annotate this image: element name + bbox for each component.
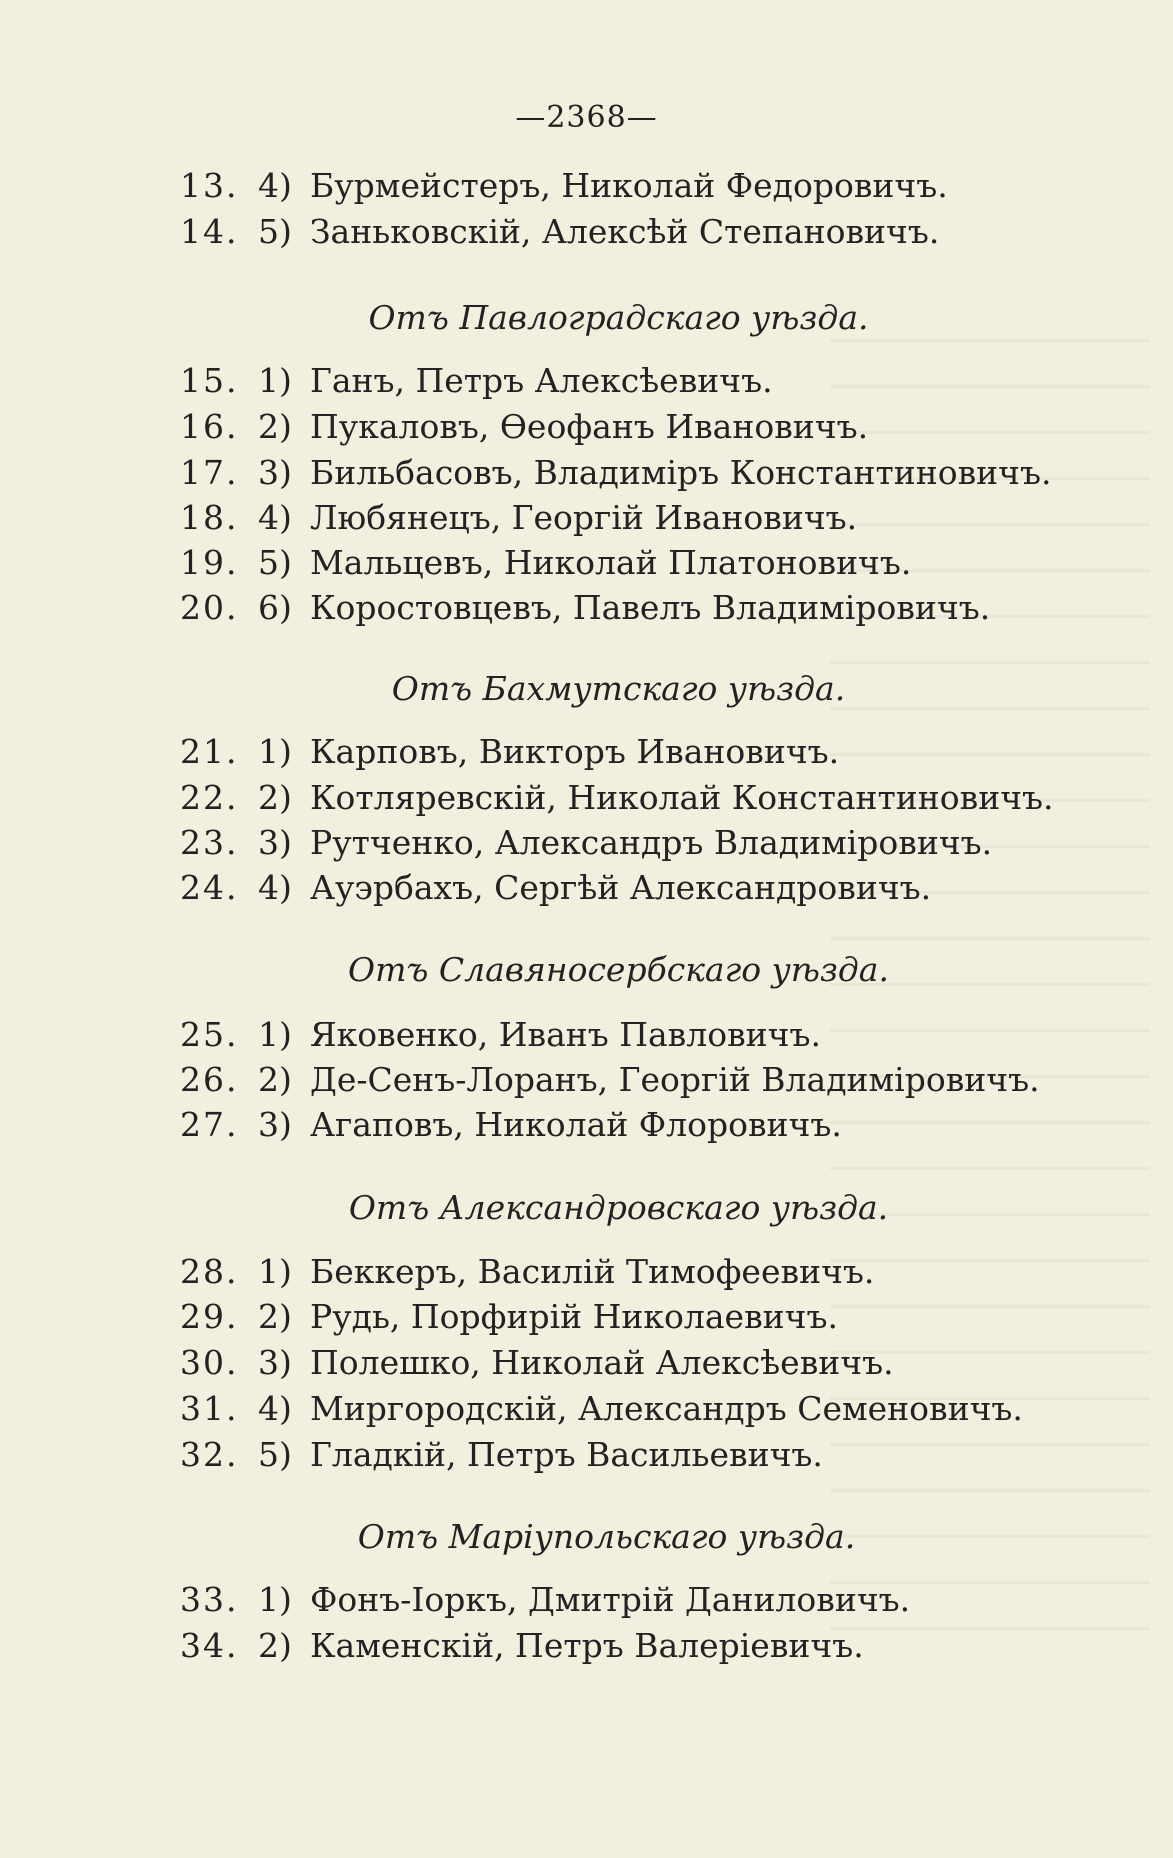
entry-subnumber: 2) bbox=[258, 1060, 292, 1099]
entry-name: Ганъ, Петръ Алексѣевичъ. bbox=[310, 361, 773, 400]
entry-number: 22. bbox=[180, 778, 239, 817]
entry-number: 23. bbox=[180, 823, 239, 862]
entry-number: 30. bbox=[180, 1343, 239, 1382]
entry-number: 16. bbox=[180, 407, 239, 446]
entry-name: Карповъ, Викторъ Ивановичъ. bbox=[310, 732, 840, 771]
entry-number: 28. bbox=[180, 1252, 239, 1291]
entry-number: 33. bbox=[180, 1580, 239, 1619]
entry-subnumber: 5) bbox=[258, 212, 292, 251]
entry-subnumber: 2) bbox=[258, 407, 292, 446]
entry-number: 25. bbox=[180, 1015, 239, 1054]
entry-number: 20. bbox=[180, 588, 239, 627]
entry-name: Пукаловъ, Ѳеофанъ Ивановичъ. bbox=[310, 407, 869, 446]
entry-subnumber: 1) bbox=[258, 1252, 292, 1291]
entry-number: 27. bbox=[180, 1105, 239, 1144]
entry-name: Гладкій, Петръ Васильевичъ. bbox=[310, 1435, 823, 1474]
entry-name: Мальцевъ, Николай Платоновичъ. bbox=[310, 543, 912, 582]
entry-name: Полешко, Николай Алексѣевичъ. bbox=[310, 1343, 894, 1382]
entry-subnumber: 3) bbox=[258, 823, 292, 862]
entry-subnumber: 4) bbox=[258, 166, 292, 205]
entry-name: Бильбасовъ, Владиміръ Константиновичъ. bbox=[310, 453, 1052, 492]
entry-name: Бурмейстеръ, Николай Федоровичъ. bbox=[310, 166, 948, 205]
entry-name: Ауэрбахъ, Сергѣй Александровичъ. bbox=[310, 868, 932, 907]
entry-subnumber: 1) bbox=[258, 1580, 292, 1619]
entry-number: 31. bbox=[180, 1389, 239, 1428]
entry-name: Любянецъ, Георгій Ивановичъ. bbox=[310, 498, 858, 537]
entry-number: 34. bbox=[180, 1626, 239, 1665]
entry-subnumber: 4) bbox=[258, 868, 292, 907]
entry-name: Заньковскій, Алексѣй Степановичъ. bbox=[310, 212, 940, 251]
entry-subnumber: 4) bbox=[258, 498, 292, 537]
entry-number: 18. bbox=[180, 498, 239, 537]
entry-name: Каменскій, Петръ Валеріевичъ. bbox=[310, 1626, 864, 1665]
entry-subnumber: 6) bbox=[258, 588, 292, 627]
section-heading: Отъ Маріупольскаго уѣзда. bbox=[357, 1517, 856, 1556]
entry-name: Рудь, Порфирій Николаевичъ. bbox=[310, 1297, 838, 1336]
entry-name: Рутченко, Александръ Владиміровичъ. bbox=[310, 823, 993, 862]
section-heading: Отъ Павлоградскаго уѣзда. bbox=[368, 298, 869, 337]
entry-number: 15. bbox=[180, 361, 239, 400]
entry-name: Коростовцевъ, Павелъ Владиміровичъ. bbox=[310, 588, 991, 627]
entry-subnumber: 4) bbox=[258, 1389, 292, 1428]
entry-number: 21. bbox=[180, 732, 239, 771]
entry-number: 13. bbox=[180, 166, 239, 205]
page-number: —2368— bbox=[515, 100, 658, 135]
section-heading: Отъ Славяносербскаго уѣзда. bbox=[348, 950, 889, 989]
entry-number: 24. bbox=[180, 868, 239, 907]
entry-subnumber: 3) bbox=[258, 1343, 292, 1382]
section-heading: Отъ Бахмутскаго уѣзда. bbox=[391, 669, 846, 708]
entry-name: Агаповъ, Николай Флоровичъ. bbox=[310, 1105, 842, 1144]
entry-number: 29. bbox=[180, 1297, 239, 1336]
entry-number: 17. bbox=[180, 453, 239, 492]
entry-subnumber: 5) bbox=[258, 543, 292, 582]
entry-subnumber: 3) bbox=[258, 453, 292, 492]
entry-name: Яковенко, Иванъ Павловичъ. bbox=[310, 1015, 821, 1054]
entry-name: Миргородскій, Александръ Семеновичъ. bbox=[310, 1389, 1023, 1428]
entry-name: Де-Сенъ-Лоранъ, Георгій Владиміровичъ. bbox=[310, 1060, 1040, 1099]
entry-subnumber: 2) bbox=[258, 1626, 292, 1665]
entry-name: Беккеръ, Василій Тимофеевичъ. bbox=[310, 1252, 875, 1291]
entry-subnumber: 5) bbox=[258, 1435, 292, 1474]
entry-number: 14. bbox=[180, 212, 239, 251]
section-heading: Отъ Александровскаго уѣзда. bbox=[348, 1188, 889, 1227]
entry-name: Фонъ-Іоркъ, Дмитрій Даниловичъ. bbox=[310, 1580, 911, 1619]
entry-name: Котляревскій, Николай Константиновичъ. bbox=[310, 778, 1054, 817]
entry-subnumber: 1) bbox=[258, 1015, 292, 1054]
entry-subnumber: 1) bbox=[258, 732, 292, 771]
entry-number: 26. bbox=[180, 1060, 239, 1099]
entry-subnumber: 3) bbox=[258, 1105, 292, 1144]
entry-subnumber: 2) bbox=[258, 778, 292, 817]
entry-subnumber: 1) bbox=[258, 361, 292, 400]
entry-subnumber: 2) bbox=[258, 1297, 292, 1336]
entry-number: 19. bbox=[180, 543, 239, 582]
entry-number: 32. bbox=[180, 1435, 239, 1474]
